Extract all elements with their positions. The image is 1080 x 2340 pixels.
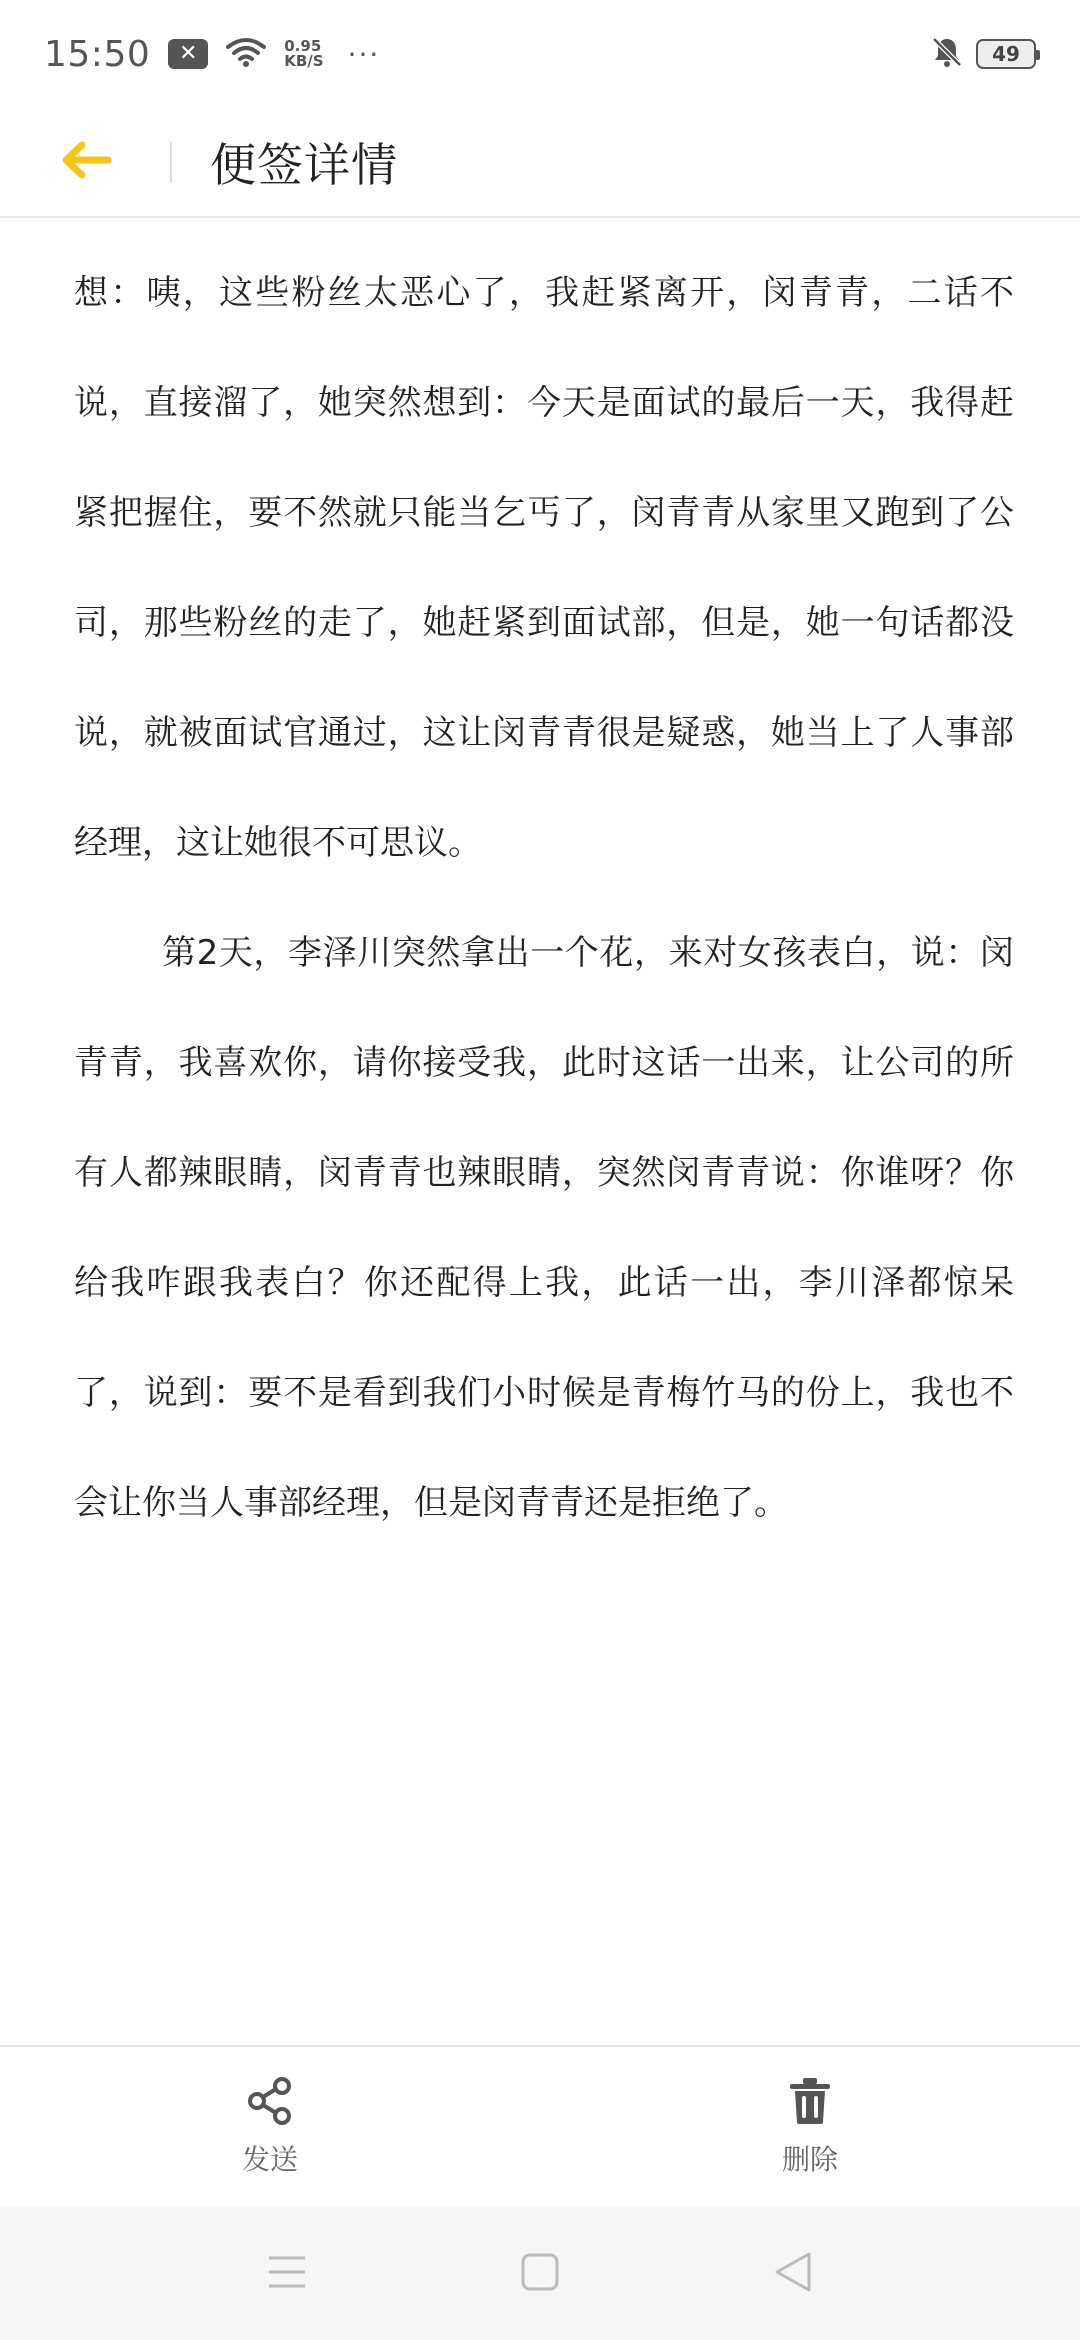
send-button[interactable] — [0, 2046, 540, 2208]
header — [0, 108, 1080, 218]
wifi-icon — [226, 37, 266, 71]
send-label: 发送 — [241, 2143, 298, 2176]
trash-icon — [787, 2076, 833, 2130]
note-content[interactable] — [74, 238, 1014, 1558]
delete-button[interactable] — [540, 2046, 1080, 2208]
page-title: 便签详情 — [210, 138, 398, 192]
back-button[interactable] — [60, 122, 160, 202]
nav-menu-button[interactable] — [247, 2234, 327, 2314]
arrow-left-icon — [60, 140, 112, 184]
delete-label: 删除 — [781, 2143, 838, 2176]
home-icon — [520, 2252, 560, 2296]
status-time: 15:50 — [44, 33, 151, 75]
status-left — [44, 34, 380, 75]
note-paragraph-2: 第2天，李泽川突然拿出一个花，来对女孩表白，说：闵青青，我喜欢你，请你接受我，此时这话一出来，让公司的所有人都辣眼睛，闵青青也辣眼睛，突然闵青青说：你谁呀？你给我咋跟我表白？你还配得上我，此话一出，李川泽都惊呆了，说到：要不是看到我们小时候是青梅竹马的份上，我也不会让你当人事部经理，但是闵青青还是拒绝了。 — [74, 933, 1014, 1523]
battery-indicator: 49 — [976, 39, 1036, 69]
share-icon — [245, 2076, 295, 2130]
network-speed-unit: KB/S — [284, 52, 324, 70]
note-paragraph-1: 想：咦，这些粉丝太恶心了，我赶紧离开，闵青青，二话不说，直接溜了，她突然想到：今天是面试的最后一天，我得赶紧把握住，要不然就只能当乞丐了，闵青青从家里又跑到了公司，那些粉丝的走了，她赶紧到面试部，但是，她一句话都没说，就被面试官通过，这让闵青青很是疑惑，她当上了人事部经理，这让她很不可思议。 — [74, 273, 1014, 863]
menu-icon — [267, 2254, 307, 2294]
status-right — [930, 35, 1036, 73]
network-speed — [284, 39, 323, 69]
bell-off-icon — [930, 35, 964, 73]
nav-home-button[interactable] — [500, 2234, 580, 2314]
system-navbar — [0, 2207, 1080, 2340]
back-triangle-icon — [773, 2250, 813, 2298]
nav-back-button[interactable] — [753, 2234, 833, 2314]
status-bar — [0, 0, 1080, 108]
bottom-toolbar — [0, 2045, 1080, 2207]
notification-close-icon: ✕ — [168, 39, 208, 69]
more-status-icon: ··· — [347, 37, 381, 71]
network-speed-value: 0.95 — [284, 37, 322, 55]
header-divider — [170, 141, 172, 183]
